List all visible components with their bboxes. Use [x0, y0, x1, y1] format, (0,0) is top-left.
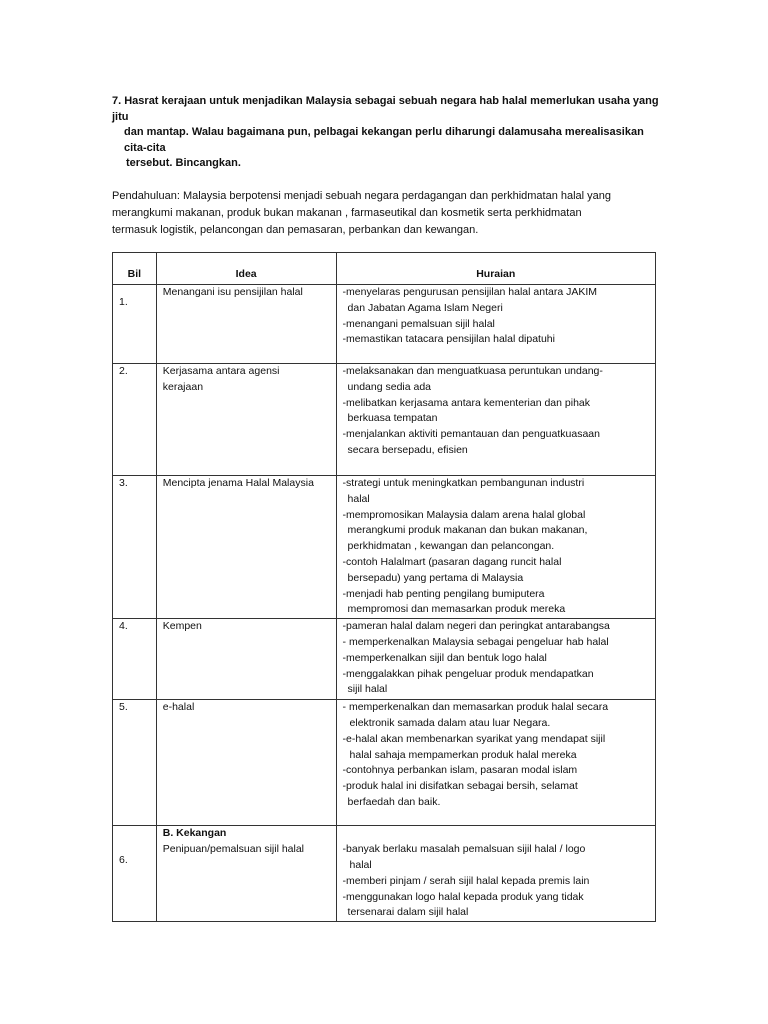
idea-line: Kempen: [162, 620, 202, 633]
huraian-cell: [336, 364, 655, 476]
row-number-text: 4.: [119, 620, 128, 633]
huraian-line: -banyak berlaku masalah pemalsuan sijil halal / logo: [342, 843, 586, 856]
huraian-line: -memastikan tatacara pensijilan halal dipatuhi: [342, 333, 555, 346]
huraian-cell: [336, 700, 655, 826]
huraian-line: -menangani pemalsuan sijil halal: [342, 317, 495, 330]
row-number-text: 2.: [119, 365, 128, 377]
huraian-line: halal: [349, 858, 372, 871]
header-huraian: Huraian: [336, 253, 655, 285]
question-text: [112, 94, 660, 172]
row-number: [113, 619, 157, 700]
huraian-line: -mempromosikan Malaysia dalam arena halal global: [342, 508, 586, 521]
table-row: [113, 285, 656, 364]
huraian-line: -menggunakan logo halal kepada produk yang tidak: [342, 890, 584, 903]
idea-table: [112, 252, 656, 922]
huraian-line: -produk halal ini disifatkan sebagai bersih, selamat: [342, 780, 578, 793]
row-number: [113, 700, 157, 826]
huraian-line: -e-halal akan membenarkan syarikat yang mendapat sijil: [342, 732, 606, 745]
row-number: [113, 285, 157, 364]
intro-line: Pendahuluan: Malaysia berpotensi menjadi sebuah negara perdagangan dan perkhidmatan halal yang: [112, 190, 612, 202]
huraian-line: -menjalankan aktiviti pemantauan dan penguatkuasaan: [342, 428, 600, 441]
huraian-line: -contoh Halalmart (pasaran dagang runcit halal: [342, 555, 562, 568]
huraian-line: -melibatkan kerjasama antara kementerian dan pihak: [342, 396, 590, 409]
huraian-cell: [336, 285, 655, 364]
huraian-line: -menggalakkan pihak pengeluar produk mendapatkan: [342, 667, 594, 680]
huraian-line: - memperkenalkan dan memasarkan produk halal secara: [342, 701, 609, 714]
huraian-cell: [336, 826, 655, 922]
huraian-line: halal sahaja mempamerkan produk halal mereka: [349, 748, 577, 761]
huraian-line: -menyelaras pengurusan pensijilan halal antara JAKIM: [342, 286, 598, 298]
table-row: [113, 476, 656, 619]
question-line: 7. Hasrat kerajaan untuk menjadikan Malaysia sebagai sebuah negara hab halal memerlukan usaha yang jitu: [112, 95, 659, 123]
idea-line: e-halal: [162, 701, 195, 714]
header-bil: Bil: [113, 253, 157, 285]
table-row: [113, 826, 656, 922]
section-heading: B. Kekangan: [162, 827, 227, 840]
huraian-line: halal: [347, 492, 370, 505]
huraian-line: -contohnya perbankan islam, pasaran modal islam: [342, 764, 578, 777]
intro-line: termasuk logistik, pelancongan dan pemasaran, perbankan dan kewangan.: [112, 224, 479, 236]
idea-line: Penipuan/pemalsuan sijil halal: [162, 842, 305, 855]
huraian-line: elektronik samada dalam atau luar Negara.: [349, 716, 551, 729]
huraian-line: -strategi untuk meningkatkan pembangunan industri: [342, 477, 585, 489]
question-line: tersebut. Bincangkan.: [126, 157, 241, 169]
table-row: [113, 364, 656, 476]
huraian-line: -memperkenalkan sijil dan bentuk logo halal: [342, 651, 547, 664]
table-row: [113, 619, 656, 700]
row-number-text: 6.: [119, 853, 128, 866]
idea-cell: [156, 285, 336, 364]
huraian-cell: [336, 476, 655, 619]
row-number: [113, 826, 157, 922]
idea-line: kerajaan: [162, 380, 204, 393]
table-row: [113, 700, 656, 826]
huraian-line: sijil halal: [347, 683, 388, 696]
huraian-line: berfaedah dan baik.: [347, 795, 441, 808]
idea-cell: [156, 364, 336, 476]
huraian-line: -menjadi hab penting pengilang bumiputera: [342, 587, 545, 600]
introduction-paragraph: [112, 188, 672, 239]
idea-cell: [156, 619, 336, 700]
header-idea: Idea: [156, 253, 336, 285]
huraian-cell: [336, 619, 655, 700]
row-number-text: 1.: [119, 296, 128, 308]
huraian-line: -melaksanakan dan menguatkuasa peruntukan undang-: [342, 365, 603, 377]
row-number-text: 3.: [119, 477, 128, 489]
idea-cell: [156, 476, 336, 619]
huraian-line: -memberi pinjam / serah sijil halal kepada premis lain: [342, 874, 590, 887]
huraian-line: bersepadu) yang pertama di Malaysia: [347, 571, 524, 584]
idea-line: Kerjasama antara agensi: [162, 365, 280, 377]
huraian-line: mempromosi dan memasarkan produk mereka: [347, 603, 566, 616]
huraian-line: merangkumi produk makanan dan bukan makanan,: [347, 524, 588, 537]
idea-cell: [156, 826, 336, 922]
huraian-line: berkuasa tempatan: [347, 412, 438, 425]
huraian-line: dan Jabatan Agama Islam Negeri: [347, 301, 503, 314]
idea-line: Menangani isu pensijilan halal: [162, 286, 303, 298]
huraian-line: - memperkenalkan Malaysia sebagai pengeluar hab halal: [342, 635, 609, 648]
row-number: [113, 364, 157, 476]
idea-cell: [156, 700, 336, 826]
huraian-line: secara bersepadu, efisien: [347, 443, 468, 456]
row-number-text: 5.: [119, 701, 128, 714]
idea-line: Mencipta jenama Halal Malaysia: [162, 477, 314, 489]
intro-line: merangkumi makanan, produk bukan makanan , farmaseutikal dan kosmetik serta perkhidmatan: [112, 207, 582, 219]
huraian-line: tersenarai dalam sijil halal: [347, 906, 469, 919]
question-line: dan mantap. Walau bagaimana pun, pelbagai kekangan perlu diharungi dalamusaha merealisasikan cita-cita: [124, 126, 644, 154]
row-number: [113, 476, 157, 619]
huraian-line: -pameran halal dalam negeri dan peringkat antarabangsa: [342, 620, 610, 633]
table-header-row: [113, 253, 656, 285]
huraian-line: perkhidmatan , kewangan dan pelancongan.: [347, 540, 555, 553]
huraian-line: undang sedia ada: [347, 380, 432, 393]
